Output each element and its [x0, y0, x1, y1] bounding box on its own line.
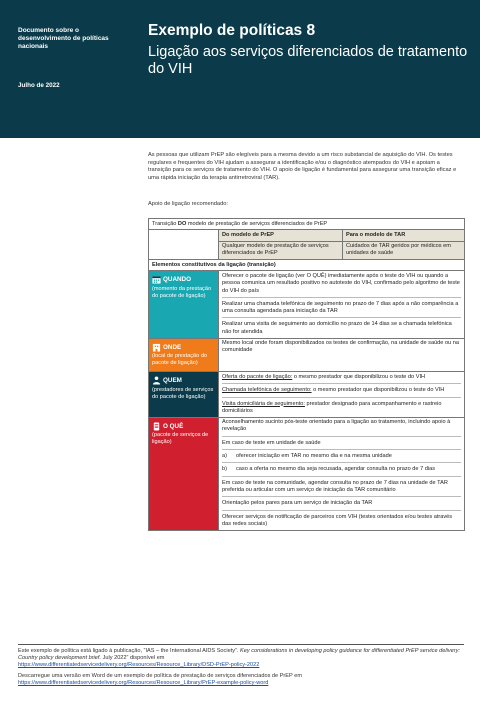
- onde-item: Mesmo local onde foram disponibilizados os testes de confirmação, na unidade de saúde ou na comunidade: [222, 340, 459, 354]
- quem-items: [219, 372, 465, 417]
- package-icon: [152, 422, 161, 431]
- apoio-label: Apoio de ligação recomendado:: [148, 201, 228, 207]
- page-title: Exemplo de políticas 8: [148, 22, 316, 39]
- footer-source: Este exemplo de política está ligado à publicação, “IAS – the International AIDS Society”. Key considerations in developing policy guidance for differentiated PrEP service delivery: Country policy development brief. July 2022” disponível em: [18, 648, 460, 662]
- document-series-label: Documento sobre o desenvolvimento de políticas nacionais: [18, 27, 109, 50]
- oque-item: Oferecer serviços de notificação de parceiros com VIH (testes orientados e/ou testes através das redes sociais): [222, 513, 453, 527]
- page-subtitle: Ligação aos serviços diferenciados de tratamento do VIH: [148, 44, 468, 77]
- header-band: [0, 0, 480, 138]
- quando-item: Realizar uma visita de seguimento ao domicílio no prazo de 14 dias se a chamada telefónica não for atendida: [222, 321, 452, 335]
- oque-subitem: a) oferecer iniciação em TAR no mesmo dia e na mesma unidade: [222, 453, 461, 463]
- quem-item: Chamada telefónica de seguimento: o mesmo prestador que disponibilizou o teste do VIH: [222, 387, 461, 397]
- oque-items: [219, 417, 465, 530]
- intro-paragraph: As pessoas que utilizam PrEP são elegíveis para a mesma devido a um risco substancial de aquisição do VIH. Os testes regulares e frequentes do VIH ajudam a assegurar a identificação e/ou o diagnóstico atempados do VIH e apoiam a transição para os serviços de tratamento do VIH. O apoio de ligação é fundamental para assegurar uma transição eficaz e uma rápida iniciação da terapia antirretroviral (TAR).: [148, 152, 457, 181]
- quem-item: Oferta do pacote de ligação: o mesmo prestador que disponibilizou o teste do VIH: [222, 374, 461, 384]
- document-date: Julho de 2022: [18, 82, 60, 89]
- oque-item: Em caso de teste na comunidade, agendar consulta no prazo de 7 dias na unidade de TAR preferida ou articular com um serviço de iniciação da TAR comunitário: [222, 480, 461, 498]
- from-model-header: Do modelo de PrEP: [219, 230, 343, 241]
- category-oque: O QUÊ (pacote de serviços de ligação): [149, 417, 219, 530]
- category-onde: ONDE (local de prestação do pacote de ligação): [149, 338, 219, 372]
- calendar-icon: [152, 275, 161, 284]
- people-icon: [152, 376, 161, 385]
- building-icon: [152, 343, 161, 352]
- footer-link-source[interactable]: https://www.differentiatedservicedelivery.org/Resources/Resource_Library/DSD-PrEP-policy-2022: [18, 662, 260, 669]
- elements-header: Elementos constitutivos da ligação (transição): [149, 260, 465, 271]
- category-quem: QUEM (prestadores de serviços do pacote de ligação): [149, 372, 219, 417]
- from-model-value: Qualquer modelo de prestação de serviços diferenciados de PrEP: [219, 241, 343, 260]
- transition-row: Transição DO modelo de prestação de serviços diferenciados de PrEP: [149, 219, 465, 230]
- footer-link-download[interactable]: https://www.differentiatedservicedelivery.org/Resources/Resource_Library/PrEP-example-policy-word: [18, 679, 269, 686]
- to-model-value: Cuidados de TAR geridos por médicos em unidades de saúde: [343, 241, 465, 260]
- oque-subitem: b) caso a oferta no mesmo dia seja recusada, agendar consulta no prazo de 7 dias: [222, 466, 461, 476]
- category-quando: QUANDO (momento da prestação do pacote de ligação): [149, 271, 219, 338]
- quando-item: Realizar uma chamada telefónica de seguimento no prazo de 7 dias após a não comparência a uma consulta agendada para iniciação da TAR: [222, 301, 461, 319]
- quando-items: [219, 271, 465, 338]
- footer-notes: [18, 644, 464, 687]
- quem-item: Visita domiciliária de seguimento: prestador designado para acompanhamento e rastreio domiciliários: [222, 400, 442, 414]
- oque-item: Em caso de teste em unidade de saúde: [222, 440, 461, 450]
- footer-download: Descarregue uma versão em Word de um exemplo de política de prestação de serviços diferenciados de PrEP em: [18, 672, 302, 679]
- blank-cell: [149, 230, 219, 260]
- oque-item: Orientação pelos pares para um serviço de iniciação da TAR: [222, 500, 461, 510]
- linkage-table: [148, 218, 465, 531]
- to-model-header: Para o modelo de TAR: [343, 230, 465, 241]
- onde-items: [219, 338, 465, 372]
- quando-item: Oferecer o pacote de ligação (ver O QUÊ) imediatamente após o teste do VIH ou quando a pessoa comunica um resultado positivo no autoteste do VIH, confirmado pelo algoritmo de teste do VIH do país: [222, 273, 461, 298]
- oque-item: Aconselhamento sucinto pós-teste orientado para a ligação ao tratamento, incluindo apoio à revelação: [222, 419, 461, 437]
